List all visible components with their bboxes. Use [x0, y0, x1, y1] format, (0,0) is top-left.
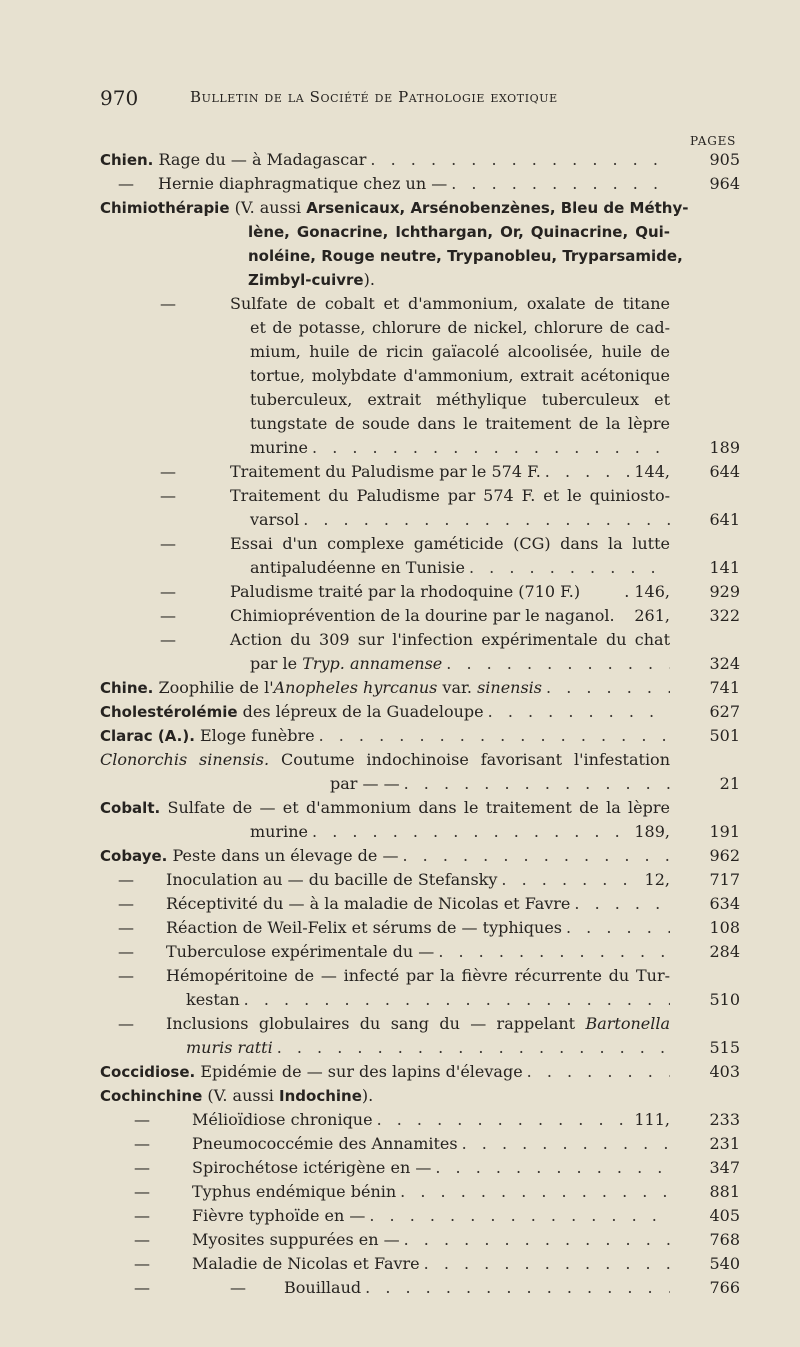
entry-dash: — [134, 1158, 150, 1177]
entry-dash: — [160, 606, 176, 625]
index-entry-cont: murine . . . [250, 436, 670, 460]
page-ref: 644 [709, 462, 740, 481]
index-entry: Myosites suppurées en — . . . [192, 1228, 670, 1252]
page-ref: 905 [709, 150, 740, 169]
page-ref: 515 [709, 1038, 740, 1057]
index-entry-cont: tuberculeux, extrait méthylique tuberculeux et [250, 390, 670, 409]
running-header [100, 86, 680, 110]
index-entry: Maladie de Nicolas et Favre . . . [192, 1252, 670, 1276]
page-ref: 501 [709, 726, 740, 745]
entry-dash: — [118, 966, 134, 985]
index-entry-cont: et de potasse, chlorure de nickel, chlorure de cad- [250, 318, 670, 337]
index-entry: Spirochétose ictérigène en — . . . [192, 1156, 670, 1180]
entry-dash: — [118, 1014, 134, 1033]
page-ref: 21 [719, 774, 740, 793]
page-ref: 510 [709, 990, 740, 1009]
index-entry: Cholestérolémie des lépreux de la Guadeloupe . . . [100, 700, 670, 724]
index-entry: Réaction de Weil-Felix et sérums de — typhiques . . . [166, 916, 670, 940]
index-entry: Clonorchis sinensis. Coutume indochinoise favorisant l'infestation [100, 750, 670, 769]
page-ref: 324 [709, 654, 740, 673]
index-entry: Clarac (A.). Eloge funèbre . . . [100, 724, 670, 748]
index-entry: Pneumococcémie des Annamites . . . [192, 1132, 670, 1156]
index-entry-cont: lène, Gonacrine, Ichthargan, Or, Quinacrine, Qui- [248, 223, 670, 241]
index-entry-cont: kestan . . . [186, 988, 670, 1012]
index-entry: Chimiothérapie (V. aussi Arsenicaux, Arsénobenzènes, Bleu de Méthy- [100, 198, 689, 217]
entry-dash: — [160, 486, 176, 505]
page-ref: 627 [709, 702, 740, 721]
index-entry: Coccidiose. Epidémie de — sur des lapins d'élevage . . . [100, 1060, 670, 1084]
index-entry-cont: mium, huile de ricin gaïacolé alcoolisée, huile de [250, 342, 670, 361]
index-entry: Bouillaud . . . [284, 1276, 670, 1300]
page-ref: 540 [709, 1254, 740, 1273]
index-entry: Paludisme traité par la rhodoquine (710 F.) . 146, [230, 582, 670, 601]
index-entry: Cobaye. Peste dans un élevage de — . . . [100, 844, 670, 868]
page-ref: 766 [709, 1278, 740, 1297]
index-entry-cont: muris ratti . . . [186, 1036, 670, 1060]
index-entry: Typhus endémique bénin . . . [192, 1180, 670, 1204]
page-ref: 881 [709, 1182, 740, 1201]
index-entry: Cochinchine (V. aussi Indochine). [100, 1086, 374, 1105]
index-entry: Fièvre typhoïde en — . . . [192, 1204, 670, 1228]
index-entry: Mélioïdiose chronique . . . 111, [192, 1108, 670, 1132]
page-ref: 108 [709, 918, 740, 937]
index-entry: Cobalt. Sulfate de — et d'ammonium dans le traitement de la lèpre [100, 798, 670, 817]
entry-dash: — [118, 942, 134, 961]
index-entry: Action du 309 sur l'infection expérimentale du chat [230, 630, 670, 649]
entry-dash: — [160, 462, 176, 481]
index-entry: Hémopéritoine de — infecté par la fièvre récurrente du Tur- [166, 966, 670, 985]
entry-dash: — [134, 1230, 150, 1249]
entry-dash: — [134, 1134, 150, 1153]
entry-dash: — [134, 1254, 150, 1273]
page-ref: 741 [709, 678, 740, 697]
page-ref: 964 [709, 174, 740, 193]
page-ref: 768 [709, 1230, 740, 1249]
page-ref: 641 [709, 510, 740, 529]
index-entry: Tuberculose expérimentale du — . . . [166, 940, 670, 964]
index-entry-cont: murine . . . 189, [250, 820, 670, 844]
entry-dash: — [134, 1182, 150, 1201]
index-entry: Inoculation au — du bacille de Stefansky . . . 12, [166, 868, 670, 892]
entry-dash: — [118, 918, 134, 937]
page-ref: 405 [709, 1206, 740, 1225]
entry-dash: — [134, 1278, 150, 1297]
index-entry-cont: Zimbyl-cuivre). [248, 270, 375, 289]
page-ref: 717 [709, 870, 740, 889]
page-ref: 231 [709, 1134, 740, 1153]
pages-column-label: PAGES [690, 134, 737, 148]
index-entry: Traitement du Paludisme par le 574 F. . . . 144, [230, 460, 670, 484]
page-ref: 403 [709, 1062, 740, 1081]
journal-title: Bulletin de la Société de Pathologie exotique [190, 88, 558, 106]
index-entry-cont: varsol . . . [250, 508, 670, 532]
page-ref: 347 [709, 1158, 740, 1177]
entry-dash: — [160, 534, 176, 553]
index-entry-cont: tungstate de soude dans le traitement de la lèpre [250, 414, 670, 433]
page-ref: 929 [709, 582, 740, 601]
entry-dash: — [160, 294, 176, 313]
page-ref: 634 [709, 894, 740, 913]
index-entry: Chine. Zoophilie de l'Anopheles hyrcanus var. sinensis . . . [100, 676, 670, 700]
index-entry: Traitement du Paludisme par 574 F. et le quiniosto- [230, 486, 670, 505]
page-ref: 191 [709, 822, 740, 841]
entry-dash: — [160, 582, 176, 601]
page-number: 970 [100, 86, 139, 110]
index-entry: Essai d'un complexe gaméticide (CG) dans la lutte [230, 534, 670, 553]
entry-dash: — [134, 1206, 150, 1225]
entry-dash: — [118, 894, 134, 913]
entry-dash: — [230, 1278, 246, 1297]
index-entry: Sulfate de cobalt et d'ammonium, oxalate de titane [230, 294, 670, 313]
index-entry-cont: noléine, Rouge neutre, Trypanobleu, Tryparsamide, [248, 247, 683, 265]
index-entry-cont: tortue, molybdate d'ammonium, extrait acétonique [250, 366, 670, 385]
index-entry: Réceptivité du — à la maladie de Nicolas et Favre . . . [166, 892, 670, 916]
page-ref: 322 [709, 606, 740, 625]
page-ref: 233 [709, 1110, 740, 1129]
entry-dash: — [160, 630, 176, 649]
page-ref: 962 [709, 846, 740, 865]
index-entry: Hernie diaphragmatique chez un — . . . [158, 172, 670, 196]
index-entry: Chien. Rage du — à Madagascar . . . [100, 148, 670, 172]
entry-dash: — [134, 1110, 150, 1129]
index-entry-cont: antipaludéenne en Tunisie . . . [250, 556, 670, 580]
index-entry-cont: par le Tryp. annamense . . . [250, 652, 670, 676]
page-ref: 284 [709, 942, 740, 961]
index-entry-cont: par — — . . . [330, 772, 670, 796]
page-ref: 189 [709, 438, 740, 457]
index-entry: Inclusions globulaires du sang du — rappelant Bartonella [166, 1014, 670, 1033]
entry-dash: — [118, 870, 134, 889]
index-entry: Chimioprévention de la dourine par le naganol. 261, [230, 606, 670, 625]
entry-dash: — [118, 174, 134, 193]
page-ref: 141 [709, 558, 740, 577]
